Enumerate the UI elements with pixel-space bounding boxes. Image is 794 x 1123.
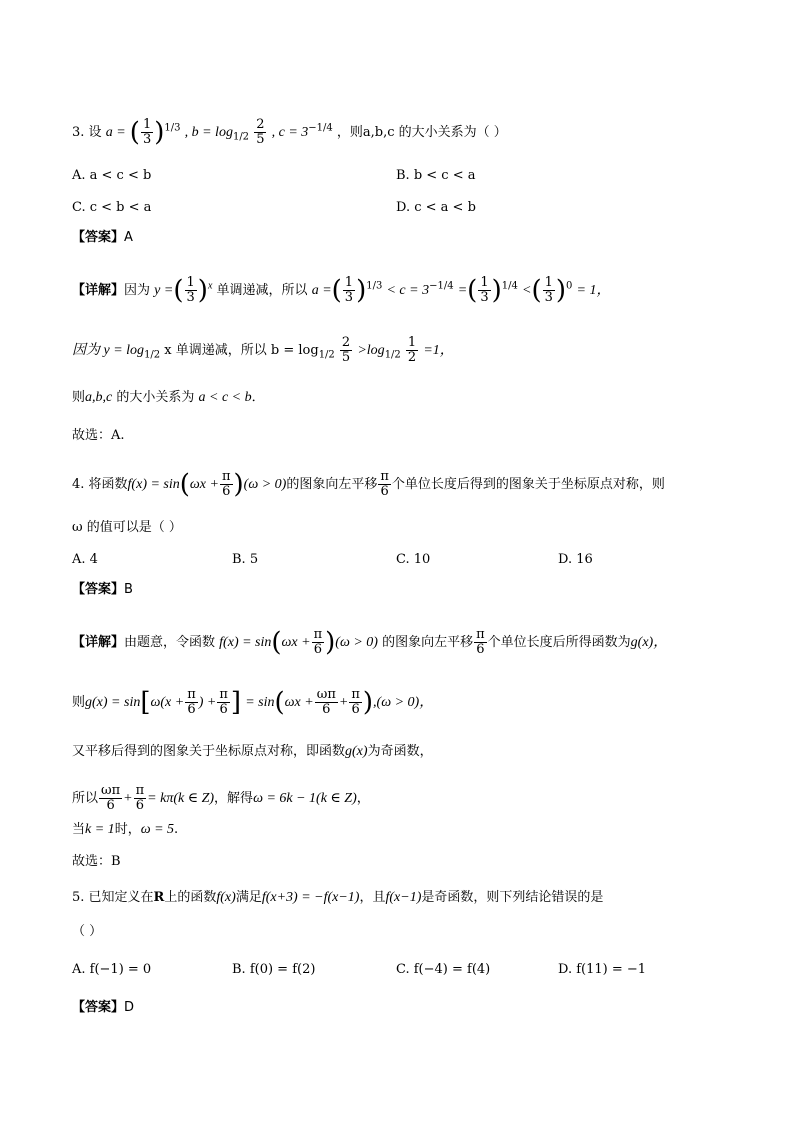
fraction: $\frac{\pi}{6}$ [351, 687, 360, 717]
math: g(x) [345, 744, 368, 759]
math: ωx + [189, 477, 219, 492]
answer-value: B [124, 582, 133, 597]
paren: ( [331, 275, 342, 306]
exponent: −1/4 [429, 280, 454, 292]
math: f(x+3) = −f(x−1) [261, 890, 360, 905]
q4-detail-3 [72, 742, 433, 762]
q3-option-c: C. c < b < a [72, 200, 152, 215]
detail-text: 由题意，令函数 [124, 635, 216, 650]
exponent: 0 [566, 280, 573, 292]
math: f(x) [216, 890, 236, 905]
math: + [338, 695, 349, 710]
exponent: 1/4 [501, 280, 518, 292]
math: y = [154, 283, 174, 298]
exponent: 1/3 [164, 122, 181, 134]
math: ω = 6k − 1(k ∈ Z) [253, 791, 357, 806]
q3-number: 3. 设 [72, 125, 102, 140]
math: f(x) = sin [219, 635, 272, 650]
detail-text: ，解得 [214, 791, 254, 806]
q3-option-a: A. a < c < b [72, 168, 152, 183]
paren: ( [173, 275, 184, 306]
answer-label: 【答案】 [72, 582, 125, 597]
fraction: $\frac{\pi}{6}$ [476, 627, 485, 657]
fraction: $\frac{2}{5}$ [341, 335, 351, 365]
q4-detail-2 [72, 688, 433, 717]
q5-answer [72, 998, 134, 1018]
detail-text: ． [251, 390, 265, 405]
detail-label: 【详解】 [72, 283, 125, 298]
fraction: $\frac{\pi}{6}$ [313, 627, 323, 657]
paren: ) [555, 275, 567, 306]
detail-text: 所以 [72, 791, 99, 806]
fraction: $\frac{1}{3}$ [480, 275, 489, 305]
q4-stem-line2: ω 的值可以是（ ） [72, 520, 182, 535]
fraction: $\frac{2}{5}$ [256, 117, 265, 147]
math: 因为 y = log [72, 343, 145, 358]
math: g(x)， [630, 635, 668, 650]
paren: ) [325, 627, 336, 658]
q3-expr-a: a = [105, 125, 126, 140]
detail-text: ，且 [359, 890, 386, 905]
paren: ( [274, 687, 285, 718]
answer-label: 【答案】 [72, 230, 125, 245]
fraction: $\frac{1}{3}$ [186, 275, 195, 305]
paren: ) [154, 117, 165, 148]
math: f(x−1) [385, 890, 422, 905]
q3-stem-suffix: ，则a,b,c 的大小关系为（ ） [336, 125, 507, 140]
log-base: 1/2 [384, 349, 401, 361]
paren: ( [467, 275, 478, 306]
math: ) + [198, 695, 217, 710]
fraction: $\frac{1}{2}$ [407, 335, 417, 365]
detail-text: 为奇函数， [367, 744, 433, 759]
fraction: $\frac{\pi}{6}$ [221, 469, 231, 499]
q3-option-d: D. c < a < b [396, 200, 476, 215]
paren: [ [140, 687, 151, 718]
log-base: 1/2 [144, 349, 161, 361]
log-base: 1/2 [232, 131, 250, 143]
math: f(x) = sin [127, 477, 180, 492]
q4-option-d: D. 16 [558, 552, 593, 567]
q4-stem [72, 470, 665, 499]
fraction: $\frac{\pi}{6}$ [187, 687, 196, 717]
detail-text: 时， [114, 822, 141, 837]
math: ω(x + [150, 695, 185, 710]
paren: ( [271, 627, 282, 658]
q4-answer [72, 580, 133, 600]
q3-detail-3 [72, 388, 265, 408]
exponent: x [207, 280, 213, 292]
math: (ω > 0) [335, 635, 378, 650]
paren: ) [491, 275, 502, 306]
detail-text: 的图象向左平移 [286, 477, 378, 492]
paren: ( [179, 469, 190, 500]
q3-stem [72, 118, 507, 148]
math: < [521, 283, 532, 298]
math: a = [311, 283, 332, 298]
q3-expr-c: , c = 3 [271, 125, 309, 140]
math: < c = 3 [386, 283, 430, 298]
q3-select: 故选：A. [72, 428, 125, 443]
answer-value: A [124, 230, 133, 245]
detail-text: 的大小关系为 [112, 390, 199, 405]
fraction: $\frac{1}{3}$ [344, 275, 354, 305]
math: ωx + [281, 635, 311, 650]
math: ω = 5 [140, 822, 175, 837]
math: k = 1 [85, 822, 115, 837]
detail-text: 上的函数 [164, 890, 217, 905]
math: = 1， [576, 283, 611, 298]
q4-number: 4. 将函数 [72, 477, 128, 492]
detail-text: 因为 [124, 283, 151, 298]
math: g(x) = sin [85, 695, 141, 710]
paren: ) [356, 275, 367, 306]
math: a,b,c [85, 390, 113, 405]
q4-option-a: A. 4 [72, 552, 98, 567]
paren: ( [129, 117, 140, 148]
detail-text: x 单调递减，所以 b = log [164, 343, 319, 358]
math: >log [357, 343, 385, 358]
math: =1， [423, 343, 454, 358]
detail-text: 的图象向左平移 [382, 635, 474, 650]
q5-option-c: C. f(−4) = f(4) [396, 962, 491, 977]
detail-text: 单调递减，所以 [216, 283, 308, 298]
q4-detail-1 [72, 628, 667, 657]
math: = sin [245, 695, 275, 710]
fraction: $\frac{1}{3}$ [544, 275, 553, 305]
answer-value: D [124, 1000, 135, 1015]
exponent: −1/4 [308, 122, 333, 134]
detail-text: 个单位长度后得到的图象关于坐标原点对称，则 [391, 477, 665, 492]
math: + [123, 791, 133, 806]
q5-option-a: A. f(−1) = 0 [72, 962, 152, 977]
detail-text: 则 [72, 695, 86, 710]
fraction: $\frac{\omega\pi}{6}$ [101, 783, 121, 813]
paren: ) [362, 687, 374, 718]
detail-text: 则 [72, 390, 86, 405]
math: ωx + [284, 695, 314, 710]
math: R [153, 890, 165, 905]
q3-option-b: B. b < c < a [396, 168, 476, 183]
fraction: $\frac{\pi}{6}$ [135, 783, 145, 813]
detail-text: 是奇函数，则下列结论错误的是 [421, 890, 604, 905]
q5-option-d: D. f(11) = −1 [558, 962, 647, 977]
detail-text: . [174, 822, 179, 837]
math: a < c < b [198, 390, 252, 405]
detail-text: 又平移后得到的图象关于坐标原点对称，即函数 [72, 744, 346, 759]
q4-detail-5 [72, 820, 178, 840]
q3-detail-1 [72, 276, 611, 305]
q5-stem [72, 888, 603, 908]
q4-detail-4 [72, 784, 370, 813]
q5-option-b: B. f(0) = f(2) [232, 962, 316, 977]
math: (ω > 0) [243, 477, 287, 492]
q5-number: 5. 已知定义在 [72, 890, 154, 905]
fraction: $\frac{\pi}{6}$ [219, 687, 228, 717]
q3-detail-2 [72, 336, 454, 366]
exponent: 1/3 [366, 280, 383, 292]
paren: ) [197, 275, 208, 306]
detail-text: 满足 [235, 890, 262, 905]
paren: ( [531, 275, 542, 306]
q5-stem-line2: （ ） [72, 924, 103, 939]
paren: ) [233, 469, 244, 500]
paren: ] [230, 687, 242, 718]
fraction: $\frac{\omega\pi}{6}$ [316, 687, 336, 717]
math: = kπ(k ∈ Z) [147, 791, 215, 806]
detail-text: 当 [72, 822, 86, 837]
detail-text: ， [356, 791, 370, 806]
fraction: $\frac{\pi}{6}$ [380, 469, 389, 499]
q4-option-b: B. 5 [232, 552, 259, 567]
math: ,(ω > 0)， [373, 695, 434, 710]
log-base: 1/2 [318, 349, 335, 361]
answer-label: 【答案】 [72, 1000, 125, 1015]
q4-select: 故选：B [72, 854, 121, 869]
math: = [457, 283, 468, 298]
detail-label: 【详解】 [72, 635, 125, 650]
q3-answer [72, 228, 133, 248]
q3-expr-b: , b = log [184, 125, 233, 140]
fraction: $\frac{1}{3}$ [142, 117, 152, 147]
detail-text: 个单位长度后所得函数为 [487, 635, 631, 650]
q4-option-c: C. 10 [396, 552, 431, 567]
